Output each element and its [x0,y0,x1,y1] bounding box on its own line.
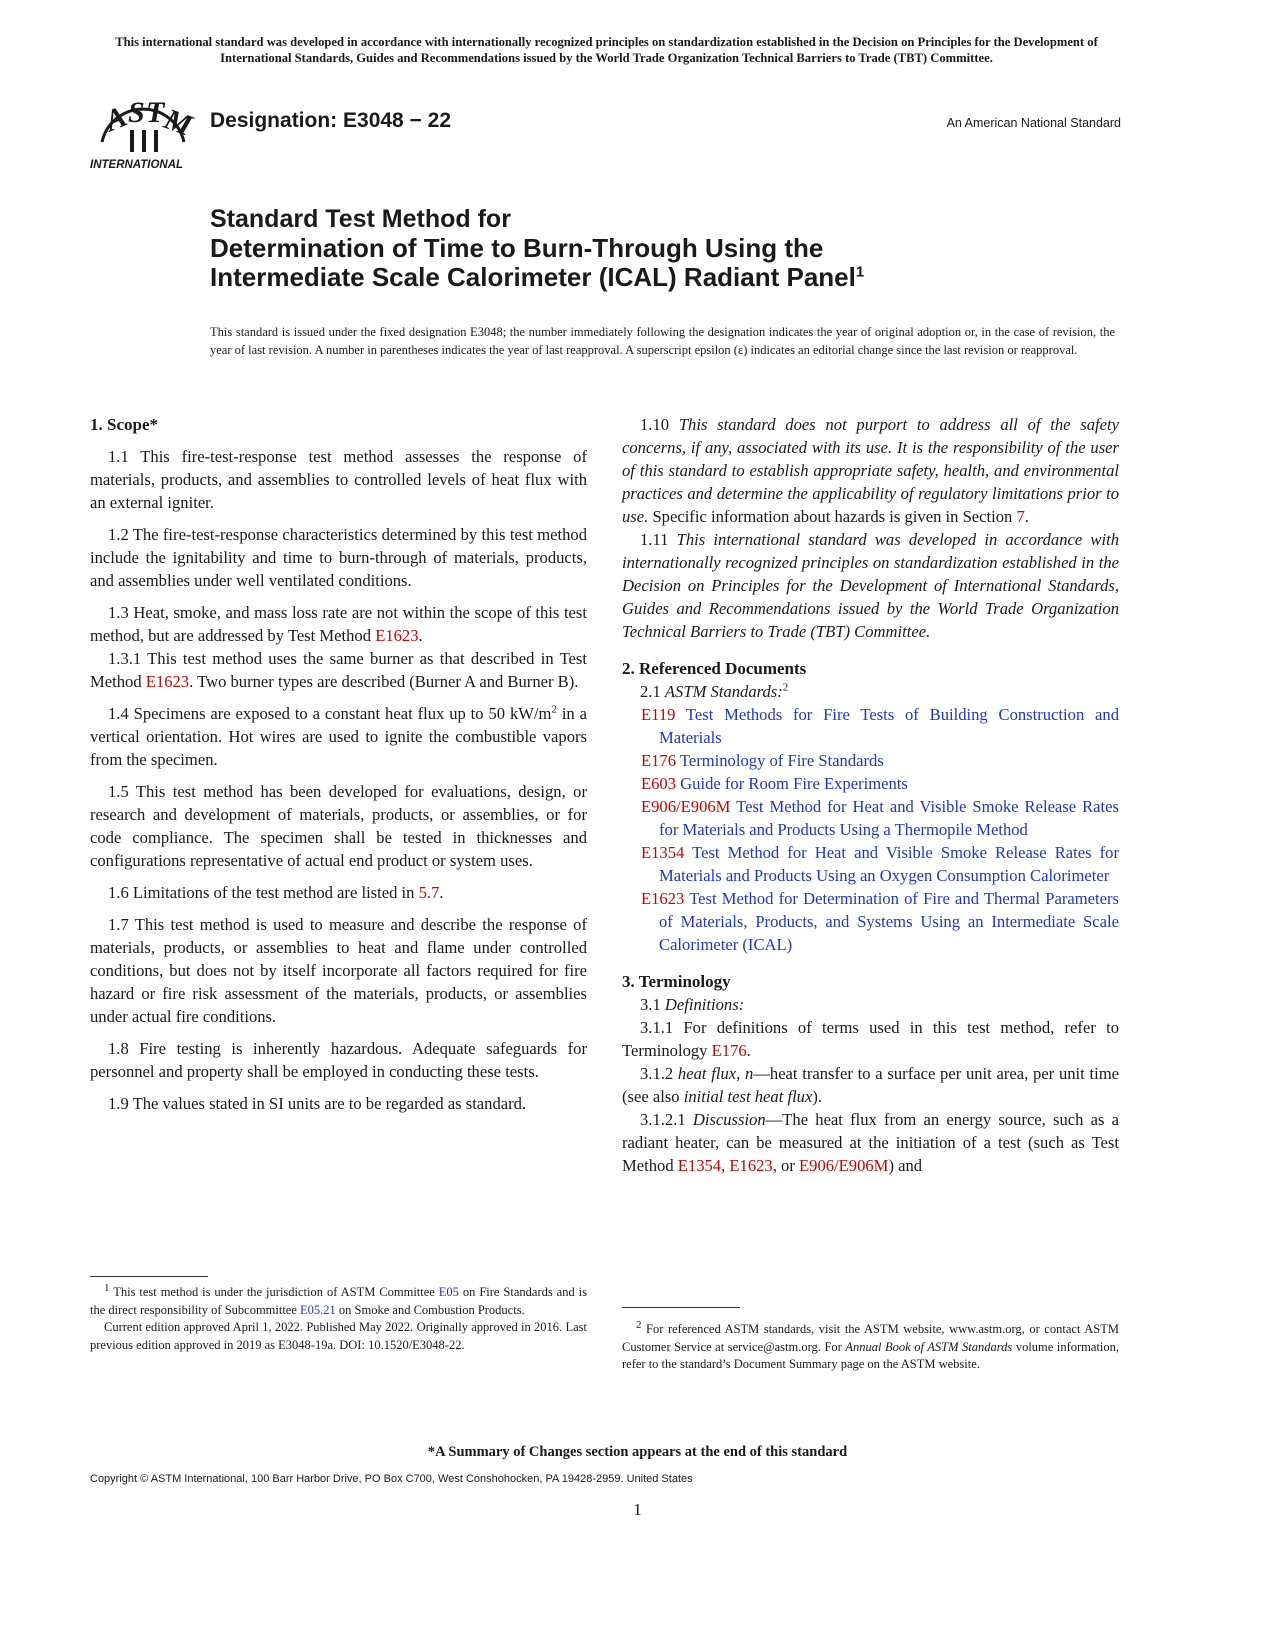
para-1-9: 1.9 The values stated in SI units are to be regarded as standard. [108,1094,527,1113]
ref-item[interactable]: E1623 Test Method for Determination of Fire and Thermal Parameters of Materials, Products, and Systems Using an Intermediate Scale Calorimeter (ICAL) [641,889,1119,954]
summary-of-changes-note: *A Summary of Changes section appears at the end of this standard [427,1444,848,1460]
footnote-rule-left [90,1276,208,1277]
issuance-note: This standard is issued under the fixed designation E3048; the number immediately following the designation indicates the year of original adoption or, in the case of revision, the year of last revision. A number in parentheses indicates the year of last reapproval. A superscript epsilon (ε) indicates an editorial change since the last revision or reapproval. [210,325,1115,357]
para-3-1-2: 3.1.2 heat flux, n—heat transfer to a surface per unit area, per unit time (see also initial test heat flux). [622,1064,1119,1106]
ref-item[interactable]: E176 Terminology of Fire Standards [641,751,884,770]
ref-item[interactable]: E906/E906M Test Method for Heat and Visible Smoke Release Rates for Materials and Products Using a Thermopile Method [641,797,1119,839]
svg-text:M: M [160,102,197,143]
para-2-1: 2.1 ASTM Standards:$^2$ [640,681,789,701]
para-1-8: 1.8 Fire testing is inherently hazardous. Adequate safeguards for personnel and property shall be employed in conducting these tests. [90,1039,587,1081]
title-footnote-ref[interactable]: 1 [855,263,865,281]
logo-text: INTERNATIONAL [90,159,184,171]
para-1-7: 1.7 This test method is used to measure and describe the response of materials, products, or assemblies to heat and flame under controlled conditions, but does not by itself incorporate all factors required for fire hazard or fire risk assessment of the materials, products, or assemblies under actual fire conditions. [90,915,587,1026]
para-1-6: 1.6 Limitations of the test method are listed in 5.7. [108,883,444,902]
link-e176[interactable]: E176 [711,1041,747,1060]
para-1-2: 1.2 The fire-test-response characteristics determined by this test method include the ignitability and time to burn-through of materials, products, and assemblies under well ventilated conditions. [90,525,587,590]
ref-item[interactable]: E603 Guide for Room Fire Experiments [641,774,908,793]
para-1-10: 1.10 This standard does not purport to address all of the safety concerns, if any, associated with its use. It is the responsibility of the user of this standard to establish appropriate safety, health, and environmental practices and determine the applicability of regulatory limitations prior to use. Specific information about hazards is given in Section 7. [622,415,1119,526]
svg-text:S: S [128,96,145,129]
para-1-5: 1.5 This test method has been developed for evaluations, design, or research and development of materials, products, or assemblies, or for code compliance. The specimen shall be tested in thicknesses and configurations representative of actual end product or system uses. [90,782,587,870]
ref-item[interactable]: E119 Test Methods for Fire Tests of Building Construction and Materials [641,705,1119,747]
para-1-1: 1.1 This fire-test-response test method assesses the response of materials, products, and assemblies to controlled levels of heat flux with an external igniter. [90,447,587,512]
para-1-3-1: 1.3.1 This test method uses the same burner as that described in Test Method E1623. Two burner types are described (Burner A and Burner B). [90,649,587,691]
svg-text:A: A [100,99,132,138]
right-column [622,413,1119,1177]
link-section-7[interactable]: 7 [1016,507,1025,526]
link-e1623[interactable]: E1623 [729,1156,773,1175]
astm-logo [88,84,198,172]
link-section-5-7[interactable]: 5.7 [418,883,440,902]
link-committee-e05[interactable]: E05 [438,1285,459,1299]
para-1-3: 1.3 Heat, smoke, and mass loss rate are not within the scope of this test method, but are addressed by Test Method E1623. [90,603,587,645]
footnote-rule-right [622,1307,740,1308]
para-3-1-1: 3.1.1 For definitions of terms used in this test method, refer to Terminology E176. [622,1018,1119,1060]
link-e1623[interactable]: E1623 [375,626,419,645]
link-e1623[interactable]: E1623 [145,672,190,691]
link-subcommittee-e05-21[interactable]: E05.21 [300,1302,336,1317]
ref-item[interactable]: E1354 Test Method for Heat and Visible Smoke Release Rates for Materials and Products Using an Oxygen Consumption Calorimeter [641,843,1119,885]
american-national-standard: An American National Standard [946,116,1121,130]
footnote-2: $^2$ For referenced ASTM standards, visit the ASTM website, www.astm.org, or contact ASTM Customer Service at service@astm.org. For Annual Book of ASTM Standards volume information, refer to the standard’s Document Summary page on the ASTM website. [622,1318,1120,1371]
section-heading-referenced-documents: 2. Referenced Documents [622,659,807,678]
document-title [210,205,864,292]
left-column [90,413,587,1115]
link-e906[interactable]: E906/E906M [799,1156,889,1175]
title-line-3: Intermediate Scale Calorimeter (ICAL) Radiant Panel$^1$ [210,262,865,292]
para-1-11: 1.11 This international standard was developed in accordance with internationally recognized principles on standardization established in the Decision on Principles for the Development of International Standards, Guides and Recommendations issued by the World Trade Organization Technical Barriers to Trade (TBT) Committee. [622,530,1119,641]
footnote-1: $^1$ This test method is under the jurisdiction of ASTM Committee E05 on Fire Standards and is the direct responsibility of Subcommittee E05.21 on Smoke and Combustion Products. Current edition approved April 1, 2022. Published May 2022. Originally approved in 2016. Last previous edition approved in 2019 as E3048-19a. DOI: 10.1520/E3048-22. [90,1284,587,1354]
para-3-1-2-1: 3.1.2.1 Discussion—The heat flux from an energy source, such as a radiant heater, can be measured at the initiation of a test (such as Test Method E1354, E1623, or E906/E906M) and [622,1110,1120,1175]
svg-text:T: T [146,96,165,129]
section-heading-scope: 1. Scope* [90,415,158,434]
copyright: Copyright © ASTM International, 100 Barr Harbor Drive, PO Box C700, West Conshohocken, PA 19428-2959. United States [90,1473,693,1485]
link-e1354[interactable]: E1354 [677,1156,722,1175]
section-heading-terminology: 3. Terminology [622,972,731,991]
para-3-1: 3.1 Definitions: [640,995,745,1014]
top-notice: This international standard was developed in accordance with internationally recognized principles on standardization established in the Decision on Principles for the Development of International Standards, Guides and Recommendations issued by the World Trade Organization Technical Barriers to Trade (TBT) Committee. [115,35,1098,65]
title-line-1: Standard Test Method for [210,205,511,233]
title-line-2: Determination of Time to Burn-Through Using the [210,233,824,263]
designation: Designation: E3048 − 22 [210,109,452,132]
page-number: 1 [633,1500,642,1519]
footnote-edition: Current edition approved April 1, 2022. Published May 2022. Originally approved in 2016. Last previous edition approved in 2019 as E3048-19a. DOI: 10.1520/E3048-22. [90,1320,587,1352]
para-1-4: 1.4 Specimens are exposed to a constant heat flux up to 50 $kW/m^2$ in a vertical orientation. Hot wires are used to ignite the combustible vapors from the specimen. [90,703,587,769]
